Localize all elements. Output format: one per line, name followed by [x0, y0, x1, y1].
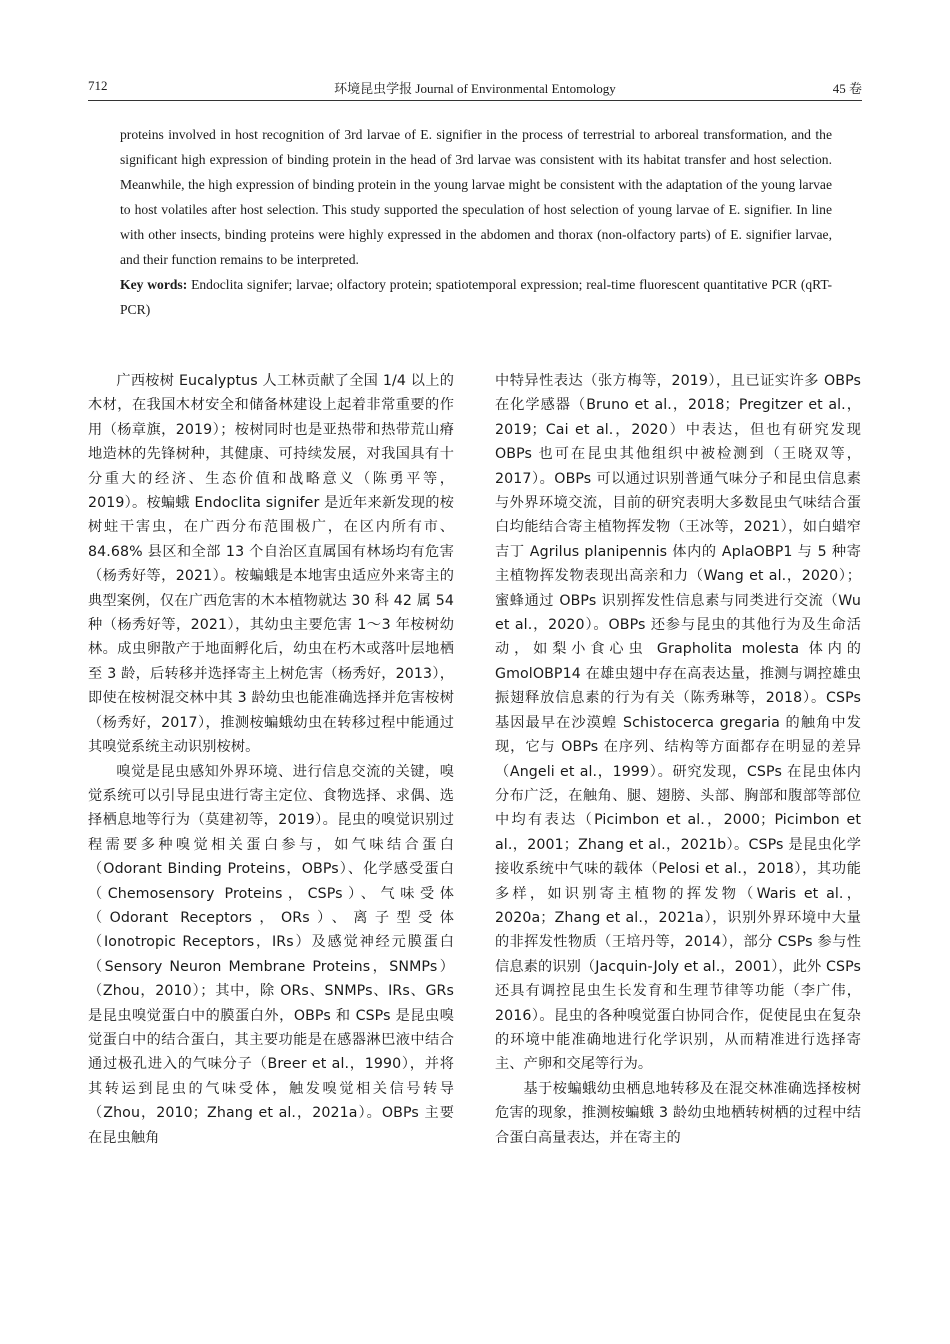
keywords-text: Endoclita signifer; larvae; olfactory protein; spatiotemporal expression; real-time fluorescent quantitative PCR (qRT-PCR)	[120, 277, 832, 317]
paragraph-intro-1: 广西桉树 Eucalyptus 人工林贡献了全国 1/4 以上的木材，在我国木材安全和储备林建设上起着非常重要的作用（杨章旗，2019）；桉树同时也是亚热带和热带荒山瘠地造林的先锋树种，其健康、可持续发展，对我国具有十分重大的经济、生态价值和战略意义（陈勇平等，2019）。桉蝙蛾 Endoclita signifer 是近年来新发现的桉树蛀干害虫，在广西分布范围极广，在区内所有市、84.68% 县区和全部 13 个自治区直属国有林场均有危害（杨秀好等，2021）。桉蝙蛾是本地害虫适应外来寄主的典型案例，仅在广西危害的木本植物就达 30 科 42 属 54 种（杨秀好等，2021），其幼虫主要危害 1～3 年桉树幼林。成虫卵散产于地面孵化后，幼虫在朽木或落叶层地栖至 3 龄，后转移并选择寄主上树危害（杨秀好，2013），即使在桉树混交林中其 3 龄幼虫也能准确选择并危害桉树（杨秀好，2017），推测桉蝙蛾幼虫在转移过程中能通过其嗅觉系统主动识别桉树。	[88, 373, 454, 756]
header-rule	[88, 100, 862, 101]
page-number: 712	[88, 78, 108, 93]
paragraph-continued: 中特异性表达（张方梅等，2019），且已证实许多 OBPs 在化学感器（Bruno et al.，2018；Pregitzer et al.，2019；Cai et al.，2020）中表达，但也有研究发现 OBPs 也可在昆虫其他组织中被检测到（王晓双等，2017）。OBPs 可以通过识别普通气味分子和昆虫信息素与外界环境交流，目前的研究表明大多数昆虫气味结合蛋白均能结合寄主植物挥发物（王冰等，2021），如白蜡窄吉丁 Agrilus planipennis 体内的 AplaOBP1 与 5 种寄主植物挥发物表现出高亲和力（Wang et al.，2020）；蜜蜂通过 OBPs 识别挥发性信息素与同类进行交流（Wu et al.，2020）。OBPs 还参与昆虫的其他行为及生命活动，如梨小食心虫 Grapholita molesta 体内的 GmolOBP14 在雄虫翅中存在高表达量，推测与调控雄虫振翅释放信息素的行为有关（陈秀琳等，2018）。CSPs 基因最早在沙漠蝗 Schistocerca gregaria 的触角中发现，它与 OBPs 在序列、结构等方面都存在明显的差异（Angeli et al.，1999）。研究发现，CSPs 在昆虫体内分布广泛，在触角、腿、翅膀、头部、胸部和腹部等部位中均有表达（Picimbon et al.，2000；Picimbon et al.，2001；Zhang et al.，2021b）。CSPs 是昆虫化学接收系统中气味的载体（Pelosi et al.，2018），其功能多样，如识别寄主植物的挥发物（Waris et al.，2020a；Zhang et al.，2021a），识别外界环境中大量的非挥发性物质（王培丹等，2014），部分 CSPs 参与性信息素的识别（Jacquin-Joly et al.，2001），此外 CSPs 还具有调控昆虫生长发育和生理节律等功能（李广伟，2016）。昆虫的各种嗅觉蛋白协同合作，促使昆虫在复杂的环境中能准确地进行化学识别，从而精准进行选择寄主、产卵和交尾等行为。	[495, 373, 861, 1073]
keywords-line	[120, 272, 832, 322]
keywords-label: Key words:	[120, 277, 188, 292]
paragraph-hypothesis: 基于桉蝙蛾幼虫栖息地转移及在混交林准确选择桉树危害的现象，推测桉蝙蛾 3 龄幼虫地栖转树栖的过程中结合蛋白高量表达，并在寄主的	[495, 1080, 861, 1146]
journal-title: 环境昆虫学报 Journal of Environmental Entomology	[334, 81, 616, 96]
paragraph-intro-2: 嗅觉是昆虫感知外界环境、进行信息交流的关键，嗅觉系统可以引导昆虫进行寄主定位、食物选择、求偶、选择栖息地等行为（莫建初等，2019）。昆虫的嗅觉识别过程需要多种嗅觉相关蛋白参与，如气味结合蛋白（Odorant Binding Proteins，OBPs）、化学感受蛋白（Chemosensory Proteins，CSPs）、气味受体（Odorant Receptors，ORs）、离子型受体（Ionotropic Receptors，IRs）及感觉神经元膜蛋白（Sensory Neuron Membrane Proteins，SNMPs）（Zhou，2010）；其中，除 ORs、SNMPs、IRs、GRs 是昆虫嗅觉蛋白中的膜蛋白外，OBPs 和 CSPs 是昆虫嗅觉蛋白中的结合蛋白，其主要功能是在感器淋巴液中结合通过极孔进入的气味分子（Breer et al.，1990），并将其转运到昆虫的气味受体，触发嗅觉相关信号转导（Zhou，2010；Zhang et al.，2021a）。OBPs 主要在昆虫触角	[88, 763, 454, 1146]
abstract-text: proteins involved in host recognition of 3rd larvae of E. signifier in the process of terrestrial to arboreal transformation, and the significant high expression of binding protein in the head of 3rd larvae was consistent with its habitat transfer and host selection. Meanwhile, the high expression of binding protein in the young larvae might be consistent with the adaptation of the young larvae to host volatiles after host selection. This study supported the speculation of host selection of young larvae of E. signifier. In line with other insects, binding proteins were highly expressed in the abdomen and thorax (non-olfactory parts) of E. signifier larvae, and their function remains to be interpreted.	[120, 127, 832, 267]
volume-label: 45 卷	[832, 81, 862, 96]
page-header	[88, 78, 862, 102]
right-column	[495, 369, 861, 1150]
left-column	[88, 369, 454, 1150]
english-abstract	[120, 122, 832, 322]
